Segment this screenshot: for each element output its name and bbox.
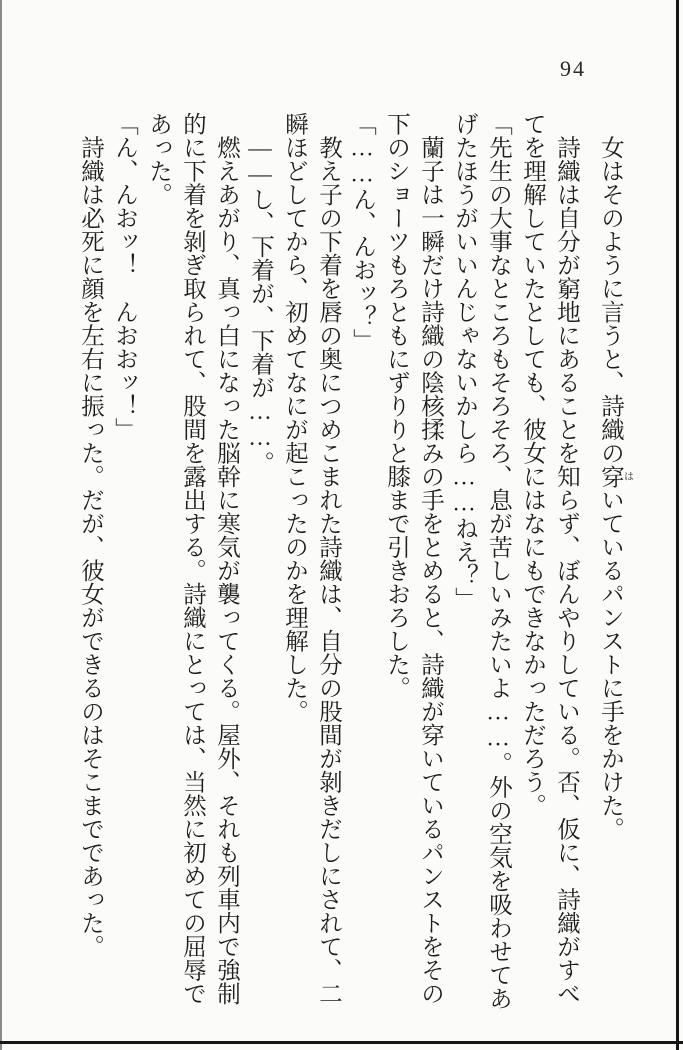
text-column: 「先生の大事なところもそろそろ、息が苦しいみたいよ……。外の空気を吸わせてあ — [485, 112, 511, 1010]
text-column: 瞬ほどしてから、初めてなにが起こったのかを理解した。 — [281, 112, 307, 723]
text-column: 詩織は必死に顔を左右に振った。だが、彼女ができるのはそこまでであった。 — [77, 112, 103, 958]
text-column: てを理解していたとしても、彼女にはなにもできなかっただろう。 — [519, 112, 545, 817]
page-border-right — [676, 0, 679, 1050]
text-column: ――し、下着が、下着が……。 — [247, 112, 273, 475]
text-column: 下のショーツもろともにずりりと膝まで引きおろした。 — [383, 112, 409, 700]
text-column: 的に下着を剝ぎ取られて、股間を露出する。詩織にとっては、当然に初めての屈辱で — [179, 112, 205, 1005]
text-column: 燃えあがり、真っ白になった脳幹に寒気が襲ってくる。屋外、それも列車内で強制 — [213, 112, 239, 1005]
text-column: 女はそのように言うと、詩織の穿はいているパンストに手をかけた。 — [597, 112, 633, 841]
furigana-ruby: 穿は — [597, 464, 633, 488]
text-column: 「……ん、んおッ？」 — [349, 112, 375, 352]
text-column: あった。 — [145, 112, 171, 206]
text-column: 教え子の下着を唇の奥につめこまれた詩織は、自分の股間が剝きだしにされて、二 — [315, 112, 341, 1005]
text-column: 蘭子は一瞬だけ詩織の陰核揉みの手をとめると、詩織が穿いているパンストをその — [417, 112, 443, 1005]
page-border-bottom — [0, 1041, 683, 1044]
page-number: 94 — [560, 56, 586, 81]
text-column: 詩織は自分が窮地にあることを知らず、ぼんやりしている。否、仮に、詩織がすべ — [553, 112, 579, 1005]
text-column: 「ん、んおッ！ んおおッ！」 — [111, 112, 137, 441]
body-text — [73, 112, 632, 1017]
text-column: げたほうがいいんじゃないかしら……ねえ？」 — [451, 112, 477, 611]
page-border-left — [0, 0, 2, 1050]
